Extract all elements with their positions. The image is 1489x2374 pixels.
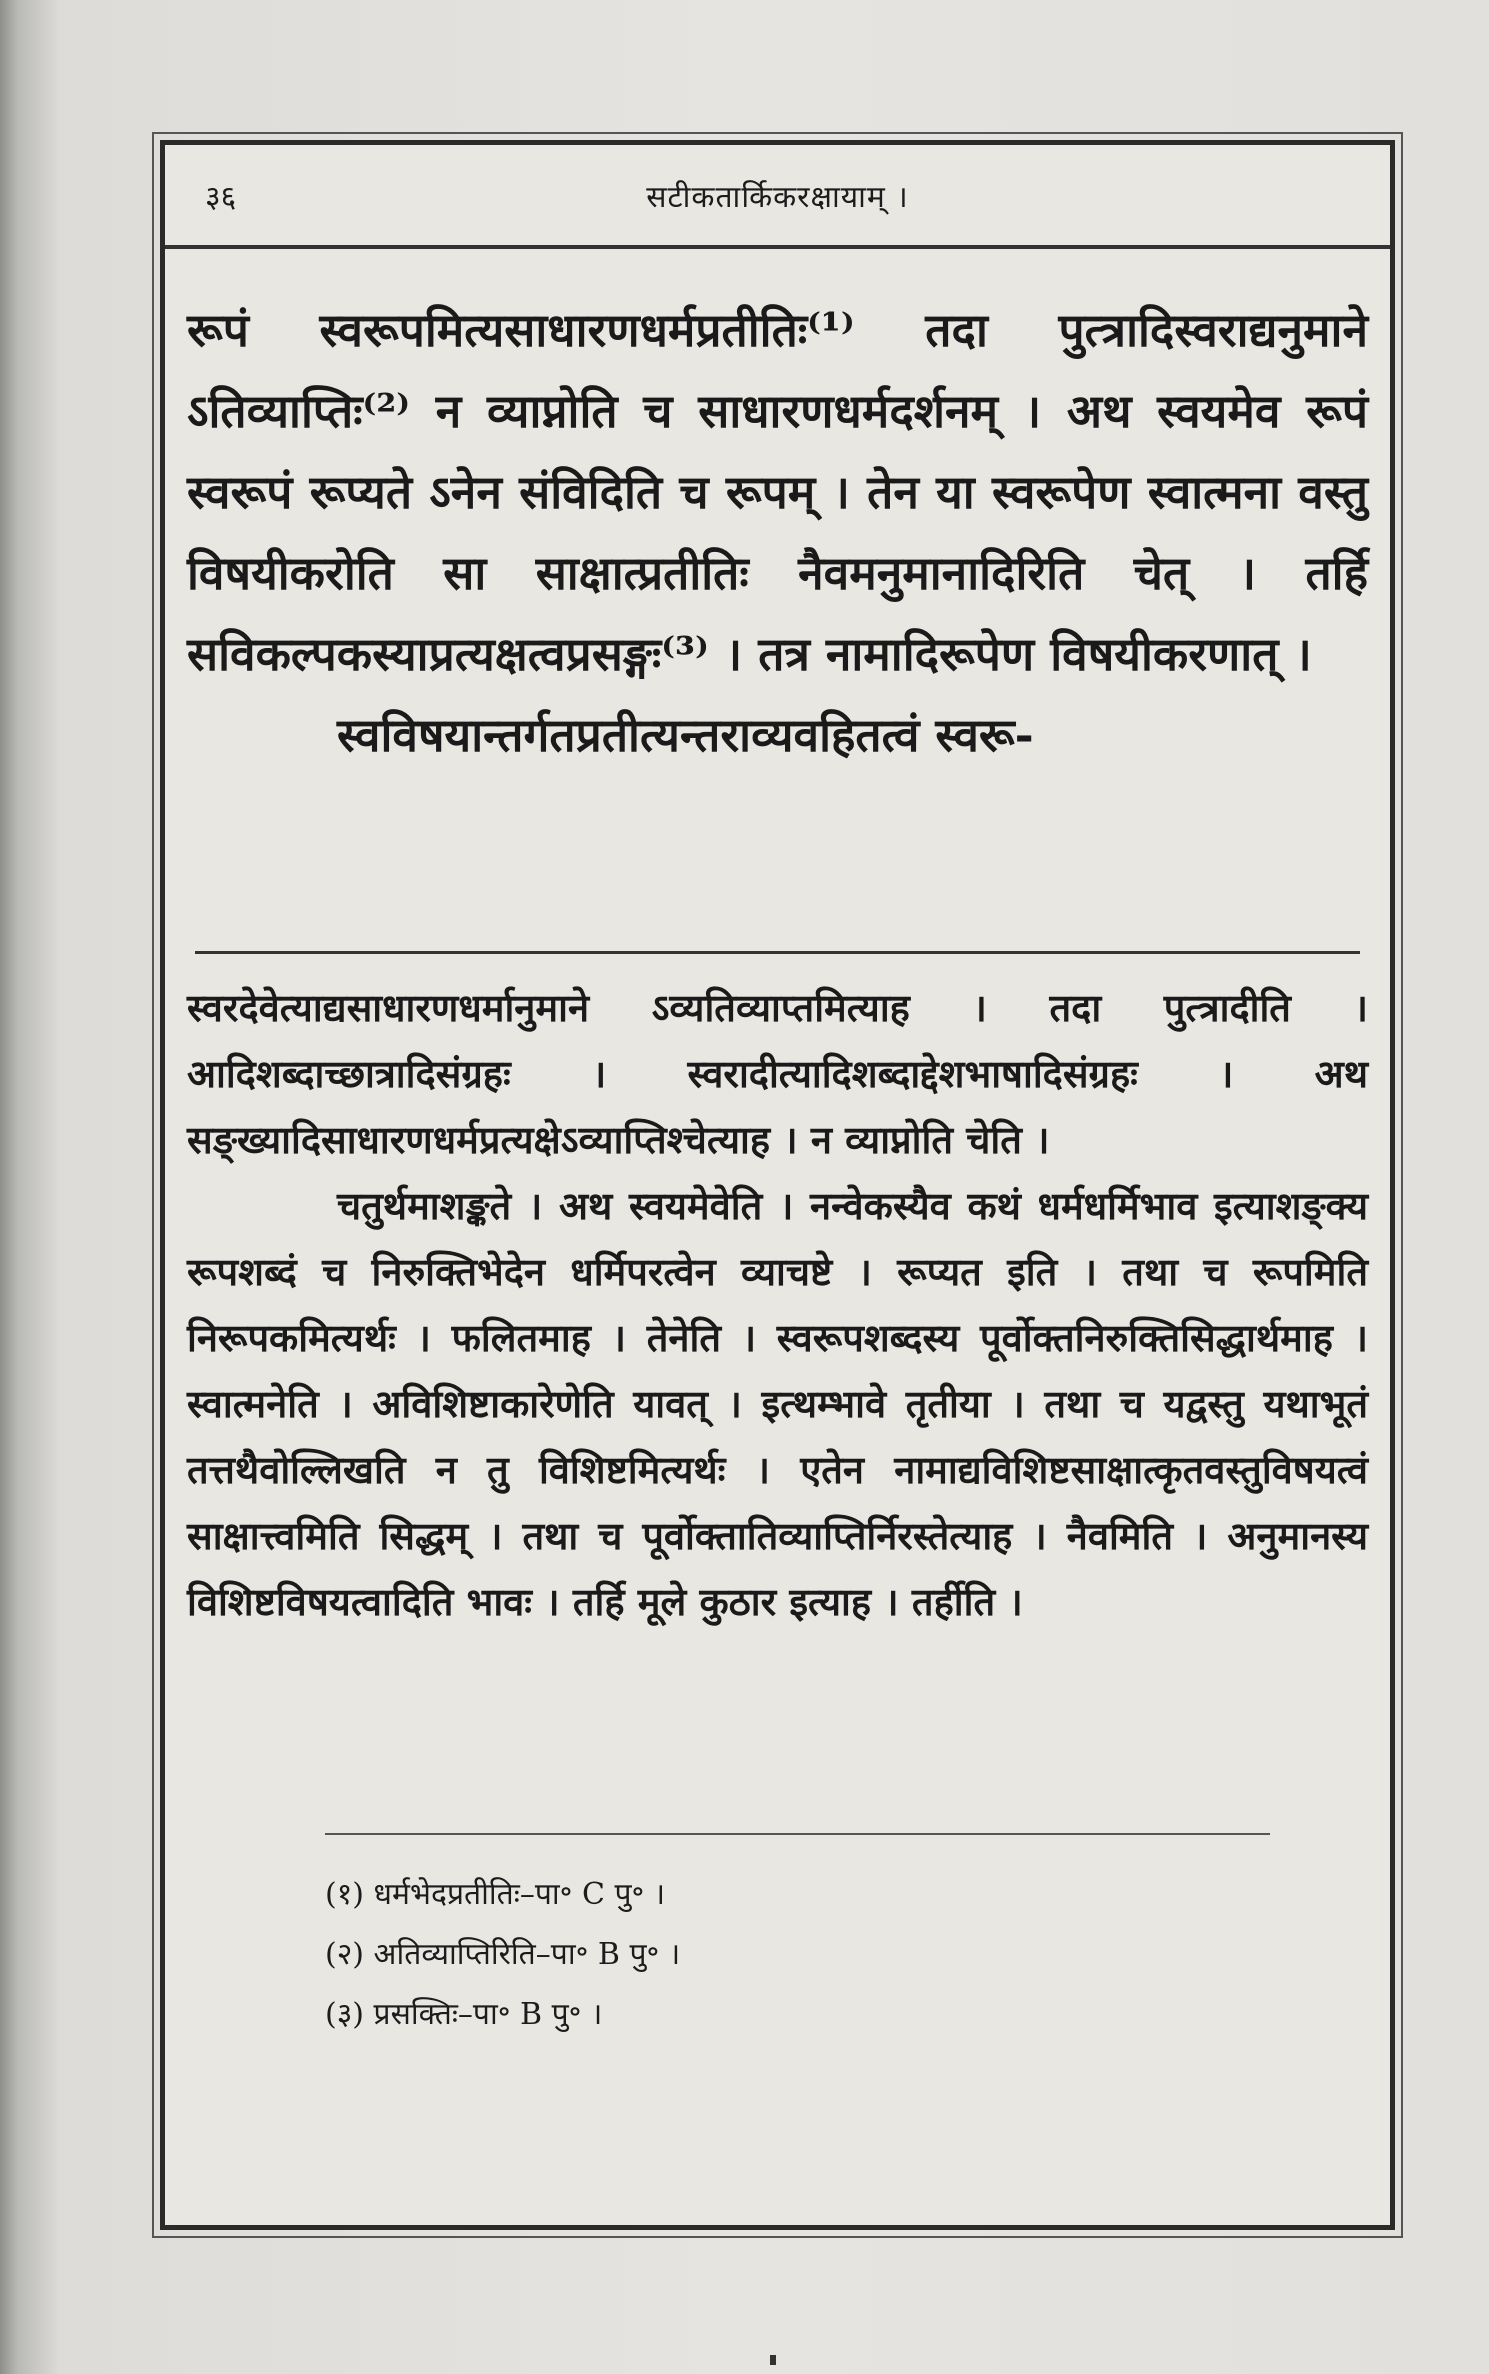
footnote-divider bbox=[325, 1833, 1270, 1835]
footnote-item: (२) अतिव्याप्तिरिति–पा॰ B पु॰ । bbox=[325, 1937, 681, 1972]
main-paragraph: स्वविषयान्तर्गतप्रतीत्यन्तराव्यवहितत्वं स्वरू- bbox=[337, 708, 1034, 762]
commentary-paragraph: चतुर्थमाशङ्कते । अथ स्वयमेवेति । नन्वेकस्यैव कथं धर्मधर्मिभाव इत्याशङ्क्य रूपशब्दं च निरुक्तिभेदेन धर्मिपरत्वेन व्याचष्टे । रूप्यत इति । तथा च रूपमिति निरूपकमित्यर्थः । फलितमाह । तेनेति । स्वरूपशब्दस्य पूर्वोक्तनिरुक्तिसिद्धार्थमाह । स्वात्मनेति । अविशिष्टाकारेणेति यावत् । इत्थम्भावे तृतीया । तथा च यद्वस्तु यथाभूतं तत्तथैवोल्लिखति न तु विशिष्टमित्यर्थः । एतेन नामाद्यविशिष्टसाक्षात्कृतवस्तुविषयत्वं साक्षात्त्वमिति सिद्धम् । तथा च पूर्वोक्तातिव्याप्तिर्निरस्तेत्याह । नैवमिति । अनुमानस्य विशिष्टविषयत्वादिति भावः । तर्हि मूले कुठार इत्याह । तर्हीति । bbox=[187, 1183, 1368, 1624]
footnotes bbox=[325, 1865, 1350, 2045]
main-text bbox=[187, 290, 1368, 776]
section-divider bbox=[195, 951, 1360, 954]
page-frame bbox=[160, 140, 1395, 2230]
main-paragraph: रूपं स्वरूपमित्यसाधारणधर्मप्रतीतिः⁽¹⁾ तदा पुत्त्रादिस्वराद्यनुमाने ऽतिव्याप्तिः⁽²⁾ न व्याप्नोति च साधारणधर्मदर्शनम् । अथ स्वयमेव रूपं स्वरूपं रूप्यते ऽनेन संविदिति च रूपम् । तेन या स्वरूपेण स्वात्मना वस्तु विषयीकरोति सा साक्षात्प्रतीतिः नैवमनुमानादिरिति चेत् । तर्हि सविकल्पकस्याप्रत्यक्षत्वप्रसङ्गः⁽³⁾ । तत्र नामादिरूपेण विषयीकरणात् । bbox=[187, 303, 1368, 681]
page-header bbox=[165, 145, 1390, 249]
footnote-item: (१) धर्मभेदप्रतीतिः–पा॰ C पु॰ । bbox=[325, 1877, 666, 1912]
running-title: सटीकतार्किकरक्षायाम् । bbox=[646, 179, 909, 215]
commentary-text bbox=[187, 975, 1368, 1635]
page-number: ३६ bbox=[205, 180, 237, 215]
commentary-paragraph: स्वरदेवेत्याद्यसाधारणधर्मानुमाने ऽव्यतिव्याप्तमित्याह । तदा पुत्त्रादीति । आदिशब्दाच्छात्रादिसंग्रहः । स्वरादीत्यादिशब्दाद्देशभाषादिसंग्रहः । अथ सङ्ख्यादिसाधारणधर्मप्रत्यक्षेऽव्याप्तिश्चेत्याह । न व्याप्नोति चेति । bbox=[187, 985, 1368, 1162]
print-mark bbox=[770, 2355, 776, 2365]
footnote-item: (३) प्रसक्तिः–पा॰ B पु॰ । bbox=[325, 1997, 603, 2032]
